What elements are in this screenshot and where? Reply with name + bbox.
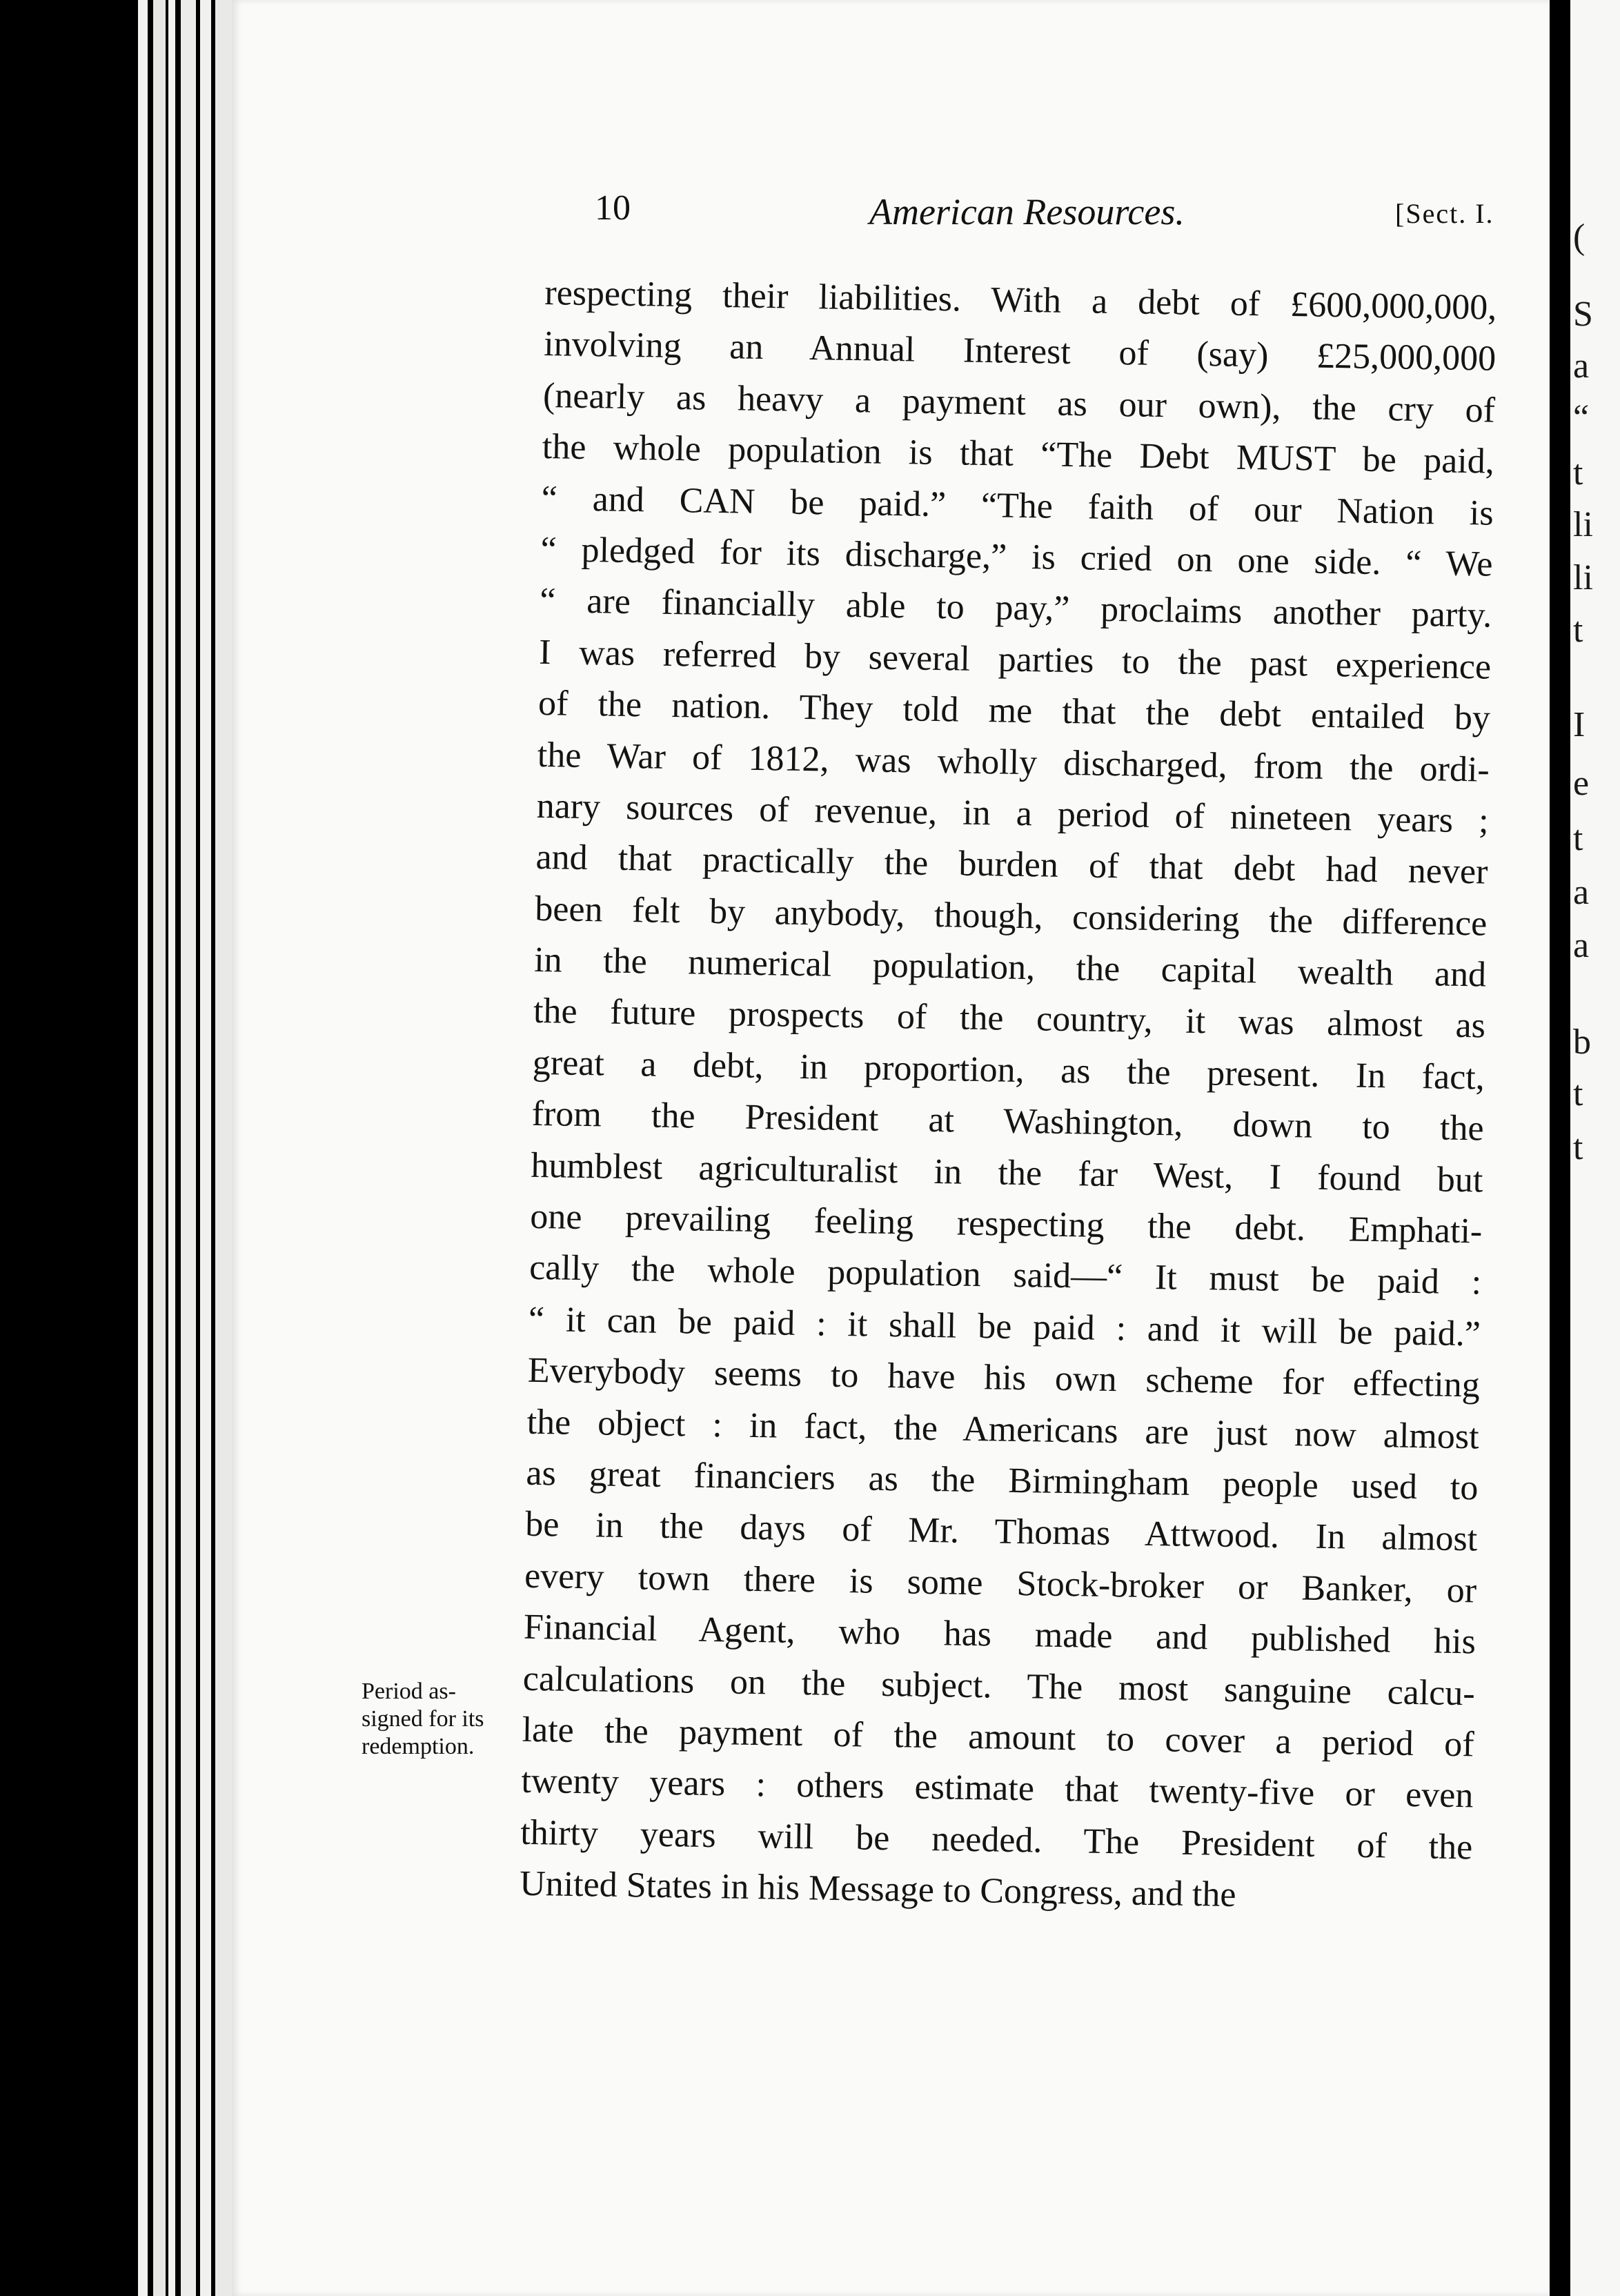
body-line: humblest agriculturalist in the far West, I found but — [531, 1145, 1483, 1200]
body-line: (nearly as heavy a payment as our own), the cry of — [542, 375, 1496, 430]
page-edge — [181, 0, 196, 2296]
facing-page-fragment: t — [1573, 819, 1583, 858]
facing-page-fragment: b — [1573, 1022, 1591, 1062]
body-line: and that practically the burden of that debt had never — [535, 838, 1488, 892]
facing-page-fragment: a — [1573, 926, 1590, 965]
facing-page-fragment: S — [1573, 295, 1593, 334]
body-line: “ pledged for its discharge,” is cried on one side. “ We — [540, 529, 1493, 584]
marginal-note-line: Period as- — [362, 1679, 456, 1704]
body-line: one prevailing feeling respecting the debt. Emphati- — [529, 1196, 1483, 1251]
body-line: the object : in fact, the Americans are just now almost — [526, 1402, 1479, 1457]
body-line: as great financiers as the Birmingham people used to — [526, 1453, 1479, 1508]
running-head — [0, 188, 1620, 236]
marginal-note-line: signed for its — [362, 1706, 484, 1732]
body-line: great a debt, in proportion, as the present. In fact, — [532, 1042, 1485, 1098]
body-line: Everybody seems to have his own scheme for effecting — [527, 1351, 1481, 1405]
page-number: 10 — [595, 188, 631, 228]
body-line: involving an Annual Interest of (say) £25,000,000 — [543, 324, 1496, 379]
facing-page-fragment: li — [1573, 558, 1593, 597]
body-line: nary sources of revenue, in a period of nineteen years ; — [536, 786, 1490, 841]
body-line: calculations on the subject. The most sanguine calcu- — [522, 1659, 1476, 1713]
section-reference: [Sect. I. — [1395, 198, 1494, 229]
body-line: every town there is some Stock-broker or Banker, or — [524, 1556, 1477, 1611]
marginal-note-line: redemption. — [362, 1734, 475, 1759]
body-line: the War of 1812, was wholly discharged, from the ordi- — [537, 735, 1490, 790]
body-line: “ and CAN be paid.” “The faith of our Nation is — [541, 478, 1494, 533]
facing-page-fragment: t — [1573, 1128, 1583, 1167]
body-text — [520, 268, 1497, 1925]
page-edge — [153, 0, 166, 2296]
body-line: I was referred by several parties to the past experience — [538, 632, 1492, 687]
running-title: American Resources. — [869, 191, 1185, 232]
page-edge — [200, 0, 211, 2296]
facing-page-fragment: t — [1573, 453, 1583, 493]
facing-page-fragment: “ — [1573, 398, 1590, 437]
body-line: “ it can be paid : it shall be paid : and it will be paid.” — [528, 1299, 1481, 1354]
body-line: the whole population is that “The Debt MUST be paid, — [542, 427, 1495, 482]
body-line: from the President at Washington, down to the — [531, 1094, 1485, 1149]
body-line: be in the days of Mr. Thomas Attwood. In almost — [524, 1505, 1478, 1559]
body-line: twenty years : others estimate that twenty-five or even — [521, 1761, 1474, 1816]
facing-page-fragment: a — [1573, 873, 1590, 912]
body-line: of the nation. They told me that the debt entailed by — [537, 684, 1491, 738]
body-line: the future prospects of the country, it was almost as — [533, 991, 1486, 1047]
facing-page-fragment: a — [1573, 346, 1590, 386]
marginal-note — [362, 1678, 531, 1761]
body-line: been felt by anybody, though, considering the difference — [534, 889, 1488, 944]
body-line: Financial Agent, who has made and published his — [523, 1607, 1476, 1662]
facing-page-fragment: I — [1573, 705, 1586, 744]
facing-page-fragment: t — [1573, 1074, 1583, 1114]
facing-page-fragment: li — [1573, 505, 1593, 544]
body-line: in the numerical population, the capital wealth and — [533, 940, 1487, 995]
body-line: cally the whole population said—“ It must be paid : — [529, 1248, 1482, 1303]
page-edge — [168, 0, 175, 2296]
body-line: United States in his Message to Congress, and the — [519, 1863, 1236, 1915]
facing-page-fragment: ( — [1573, 217, 1586, 257]
body-line: thirty years will be needed. The President of the — [520, 1812, 1473, 1868]
page-edge — [138, 0, 148, 2296]
body-line: respecting their liabilities. With a debt of £600,000,000, — [544, 273, 1497, 328]
facing-page-fragment: t — [1573, 611, 1583, 650]
body-line: late the payment of the amount to cover a period of — [522, 1710, 1474, 1765]
facing-page-fragment: e — [1573, 764, 1590, 803]
facing-page-strip — [1570, 0, 1620, 2296]
body-line: “ are financially able to pay,” proclaims another party. — [539, 581, 1492, 635]
